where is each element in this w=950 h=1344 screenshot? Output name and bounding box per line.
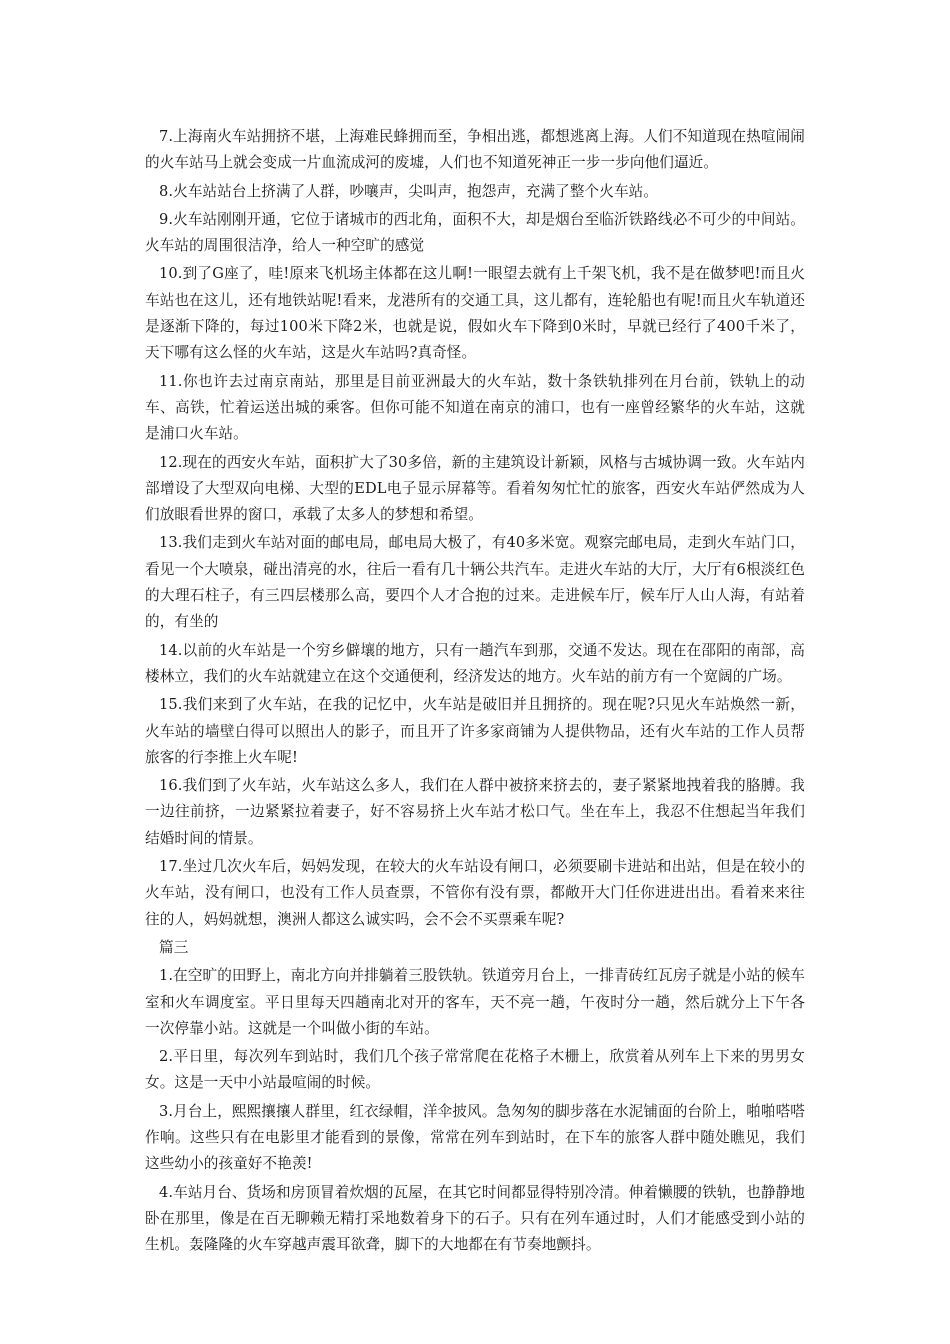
paragraph-s3-1: 1.在空旷的田野上，南北方向并排躺着三股铁轨。铁道旁月台上，一排青砖红瓦房子就是小站的候车室和火车调度室。平日里每天四趟南北对开的客车，天不亮一趟，午夜时分一趟，然后就分上下午各一次停靠小站。这就是一个叫做小街的车站。 xyxy=(145,967,805,1037)
paragraph-s3-2: 2.平日里，每次列车到站时，我们几个孩子常常爬在花格子木栅上，欣赏着从列车上下来的男男女女。这是一天中小站最喧闹的时候。 xyxy=(145,1048,805,1092)
paragraph-13: 13.我们走到火车站对面的邮电局，邮电局大极了，有40多米宽。观察完邮电局，走到火车站门口，看见一个大喷泉，碰出清亮的水，往后一看有几十辆公共汽车。走进火车站的大厅，大厅有6根淡红色的大理石柱子，有三四层楼那么高，要四个人才合抱的过来。走进候车厅，候车厅人山人海，有站着的，有坐的 xyxy=(145,534,805,631)
paragraph-15: 15.我们来到了火车站，在我的记忆中，火车站是破旧并且拥挤的。现在呢?只见火车站焕然一新，火车站的墙壁白得可以照出人的影子，而且开了许多家商铺为人提供物品，还有火车站的工作人员帮旅客的行李推上火车呢! xyxy=(145,696,805,766)
paragraph-8: 8.火车站站台上挤满了人群，吵嚷声，尖叫声，抱怨声，充满了整个火车站。 xyxy=(159,182,659,200)
paragraph-17: 17.坐过几次火车后，妈妈发现，在较大的火车站设有闸口，必须要刷卡进站和出站，但是在较小的火车站，没有闸口，也没有工作人员查票，不管你有没有票，都敞开大门任你进进出出。看着来来往往的人，妈妈就想，澳洲人都这么诚实吗，会不会不买票乘车呢? xyxy=(145,858,805,928)
paragraph-16: 16.我们到了火车站，火车站这么多人，我们在人群中被挤来挤去的，妻子紧紧地拽着我的胳膊。我一边往前挤，一边紧紧拉着妻子，好不容易挤上火车站才松口气。坐在车上，我忍不住想起当年我们结婚时间的情景。 xyxy=(145,777,805,847)
paragraph-12: 12.现在的西安火车站，面积扩大了30多倍，新的主建筑设计新颖，风格与古城协调一致。火车站内部增设了大型双向电梯、大型的EDL电子显示屏幕等。看着匆匆忙忙的旅客，西安火车站俨然成为人们放眼看世界的窗口，承载了太多人的梦想和希望。 xyxy=(145,453,805,524)
paragraph-14: 14.以前的火车站是一个穷乡僻壤的地方，只有一趟汽车到那，交通不发达。现在在邵阳的南部，高楼林立，我们的火车站就建立在这个交通便利，经济发达的地方。火车站的前方有一个宽阔的广场。 xyxy=(145,641,805,685)
paragraph-9: 9.火车站刚刚开通，它位于诸城市的西北角，面积不大，却是烟台至临沂铁路线必不可少的中间站。火车站的周围很洁净，给人一种空旷的感觉 xyxy=(145,210,805,255)
paragraph-10: 10.到了G座了，哇!原来飞机场主体都在这儿啊!一眼望去就有上千架飞机，我不是在做梦吧!而且火车站也在这儿，还有地铁站呢!看来，龙港所有的交通工具，这儿都有，连轮船也有呢!而且火车轨道还是逐渐下降的，每过100米下降2米，也就是说，假如火车下降到0米时，早就已经行了400千米了，天下哪有这么怪的火车站，这是火车站吗?真奇怪。 xyxy=(145,265,805,362)
paragraph-11: 11.你也许去过南京南站，那里是目前亚洲最大的火车站，数十条铁轨排列在月台前，铁轨上的动车、高铁，忙着运送出城的乘客。但你可能不知道在南京的浦口，也有一座曾经繁华的火车站，这就是浦口火车站。 xyxy=(145,372,805,443)
paragraph-7: 7.上海南火车站拥挤不堪，上海难民蜂拥而至，争相出逃，都想逃离上海。人们不知道现在热喧闹闹的火车站马上就会变成一片血流成河的废墟，人们也不知道死神正一步一步向他们逼近。 xyxy=(145,128,805,172)
section-heading: 篇三 xyxy=(159,938,189,956)
paragraph-s3-4: 4.车站月台、货场和房顶冒着炊烟的瓦屋，在其它时间都显得特别冷清。伸着懒腰的铁轨，也静静地卧在那里，像是在百无聊赖无精打采地数着身下的石子。只有在列车通过时，人们才能感受到小站的生机。轰隆隆的火车穿越声震耳欲聋，脚下的大地都在有节奏地颤抖。 xyxy=(145,1183,805,1254)
document-body xyxy=(145,124,805,1260)
paragraph-s3-3: 3.月台上，熙熙攘攘人群里，红衣绿帽，洋伞披风。急匆匆的脚步落在水泥铺面的台阶上，啪啪嗒嗒作响。这些只有在电影里才能看到的景像，常常在列车到站时，在下车的旅客人群中随处瞧见，我们这些幼小的孩童好不艳羡! xyxy=(145,1102,805,1173)
